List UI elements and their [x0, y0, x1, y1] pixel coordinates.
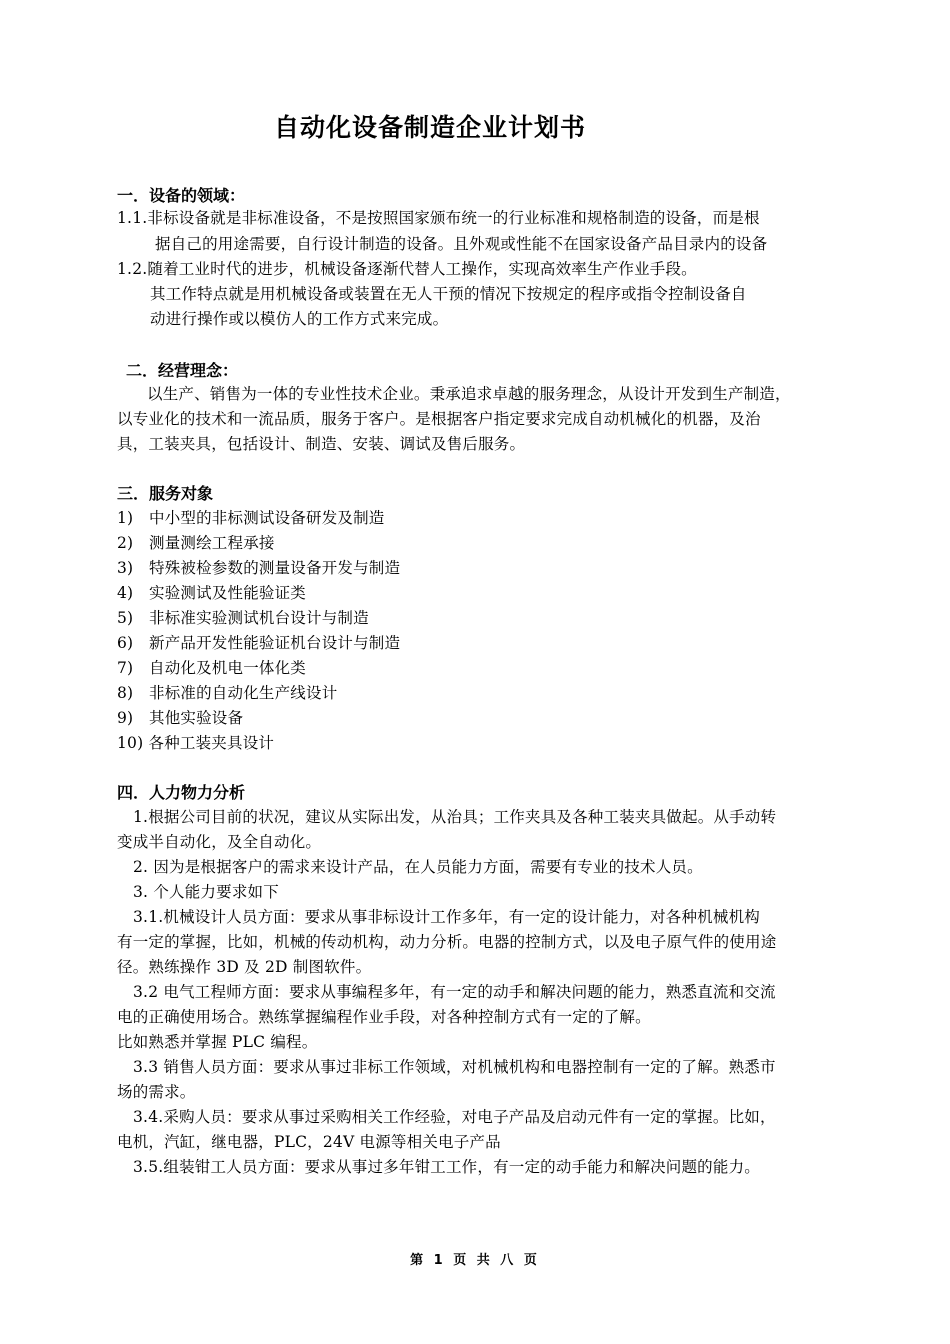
section-4-line: 比如熟悉并掌握 PLC 编程。	[117, 1033, 318, 1051]
section-4-line: 变成半自动化，及全自动化。	[117, 833, 322, 851]
section-1-heading: 一．设备的领域：	[117, 186, 246, 205]
page-number-footer: 第 1 页 共 八 页	[410, 1253, 540, 1268]
section-4-line: 3.2 电气工程师方面：要求从事编程多年，有一定的动手和解决问题的能力，熟悉直流和交流	[133, 983, 776, 1001]
section-4-line: 电机，汽缸，继电器，PLC，24V 电源等相关电子产品	[117, 1133, 501, 1151]
section-4-line: 3.1.机械设计人员方面：要求从事非标设计工作多年，有一定的设计能力，对各种机械机构	[133, 908, 760, 926]
section-1-line: 1.2.随着工业时代的进步，机械设备逐渐代替人工操作，实现高效率生产作业手段。	[117, 260, 697, 278]
service-list-item: 2) 测量测绘工程承接	[117, 534, 275, 552]
section-1-line: 动进行操作或以模仿人的工作方式来完成。	[150, 310, 449, 328]
section-4-line: 电的正确使用场合。熟练掌握编程作业手段，对各种控制方式有一定的了解。	[117, 1008, 651, 1026]
service-list-item: 3) 特殊被检参数的测量设备开发与制造	[117, 559, 401, 577]
service-list-item: 10) 各种工装夹具设计	[117, 734, 275, 752]
section-1-line: 据自己的用途需要，自行设计制造的设备。且外观或性能不在国家设备产品目录内的设备	[155, 235, 768, 253]
section-4-line: 1.根据公司目前的状况，建议从实际出发，从治具；工作夹具及各种工装夹具做起。从手动转	[133, 808, 777, 826]
service-list-item: 9) 其他实验设备	[117, 709, 244, 727]
section-1-line: 1.1.非标设备就是非标准设备，不是按照国家颁布统一的行业标准和规格制造的设备，而是根	[117, 209, 760, 227]
section-4-line: 3.5.组装钳工人员方面：要求从事过多年钳工工作，有一定的动手能力和解决问题的能力。	[133, 1158, 760, 1176]
section-2-line: 具，工装夹具，包括设计、制造、安装、调试及售后服务。	[117, 435, 526, 453]
section-2-line: 以生产、销售为一体的专业性技术企业。秉承追求卓越的服务理念，从设计开发到生产制造，	[147, 385, 791, 403]
section-4-line: 3.4.采购人员：要求从事过采购相关工作经验，对电子产品及启动元件有一定的掌握。比如，	[133, 1108, 776, 1126]
document-title: 自动化设备制造企业计划书	[273, 113, 586, 142]
section-4-line: 3. 个人能力要求如下	[133, 883, 279, 901]
service-list-item: 1) 中小型的非标测试设备研发及制造	[117, 509, 385, 527]
service-list-item: 4) 实验测试及性能验证类	[117, 584, 307, 602]
section-2-line: 以专业化的技术和一流品质，服务于客户。是根据客户指定要求完成自动机械化的机器，及治	[117, 410, 761, 428]
service-list-item: 5) 非标准实验测试机台设计与制造	[117, 609, 369, 627]
section-1-line: 其工作特点就是用机械设备或装置在无人干预的情况下按规定的程序或指令控制设备自	[150, 285, 747, 303]
section-4-line: 2. 因为是根据客户的需求来设计产品，在人员能力方面，需要有专业的技术人员。	[133, 858, 703, 876]
section-4-line: 3.3 销售人员方面：要求从事过非标工作领域，对机械机构和电器控制有一定的了解。熟悉市	[133, 1058, 776, 1076]
service-list-item: 7) 自动化及机电一体化类	[117, 659, 307, 677]
service-list-item: 6) 新产品开发性能验证机台设计与制造	[117, 634, 401, 652]
section-4-line: 场的需求。	[117, 1083, 196, 1101]
service-list-item: 8) 非标准的自动化生产线设计	[117, 684, 338, 702]
section-4-line: 有一定的掌握，比如，机械的传动机构，动力分析。电器的控制方式，以及电子原气件的使用途	[117, 933, 777, 951]
section-4-line: 径。熟练操作 3D 及 2D 制图软件。	[117, 958, 372, 976]
section-4-heading: 四．人力物力分析	[117, 783, 246, 802]
section-2-heading: 二．经营理念：	[126, 361, 239, 380]
section-3-heading: 三．服务对象	[117, 484, 214, 503]
